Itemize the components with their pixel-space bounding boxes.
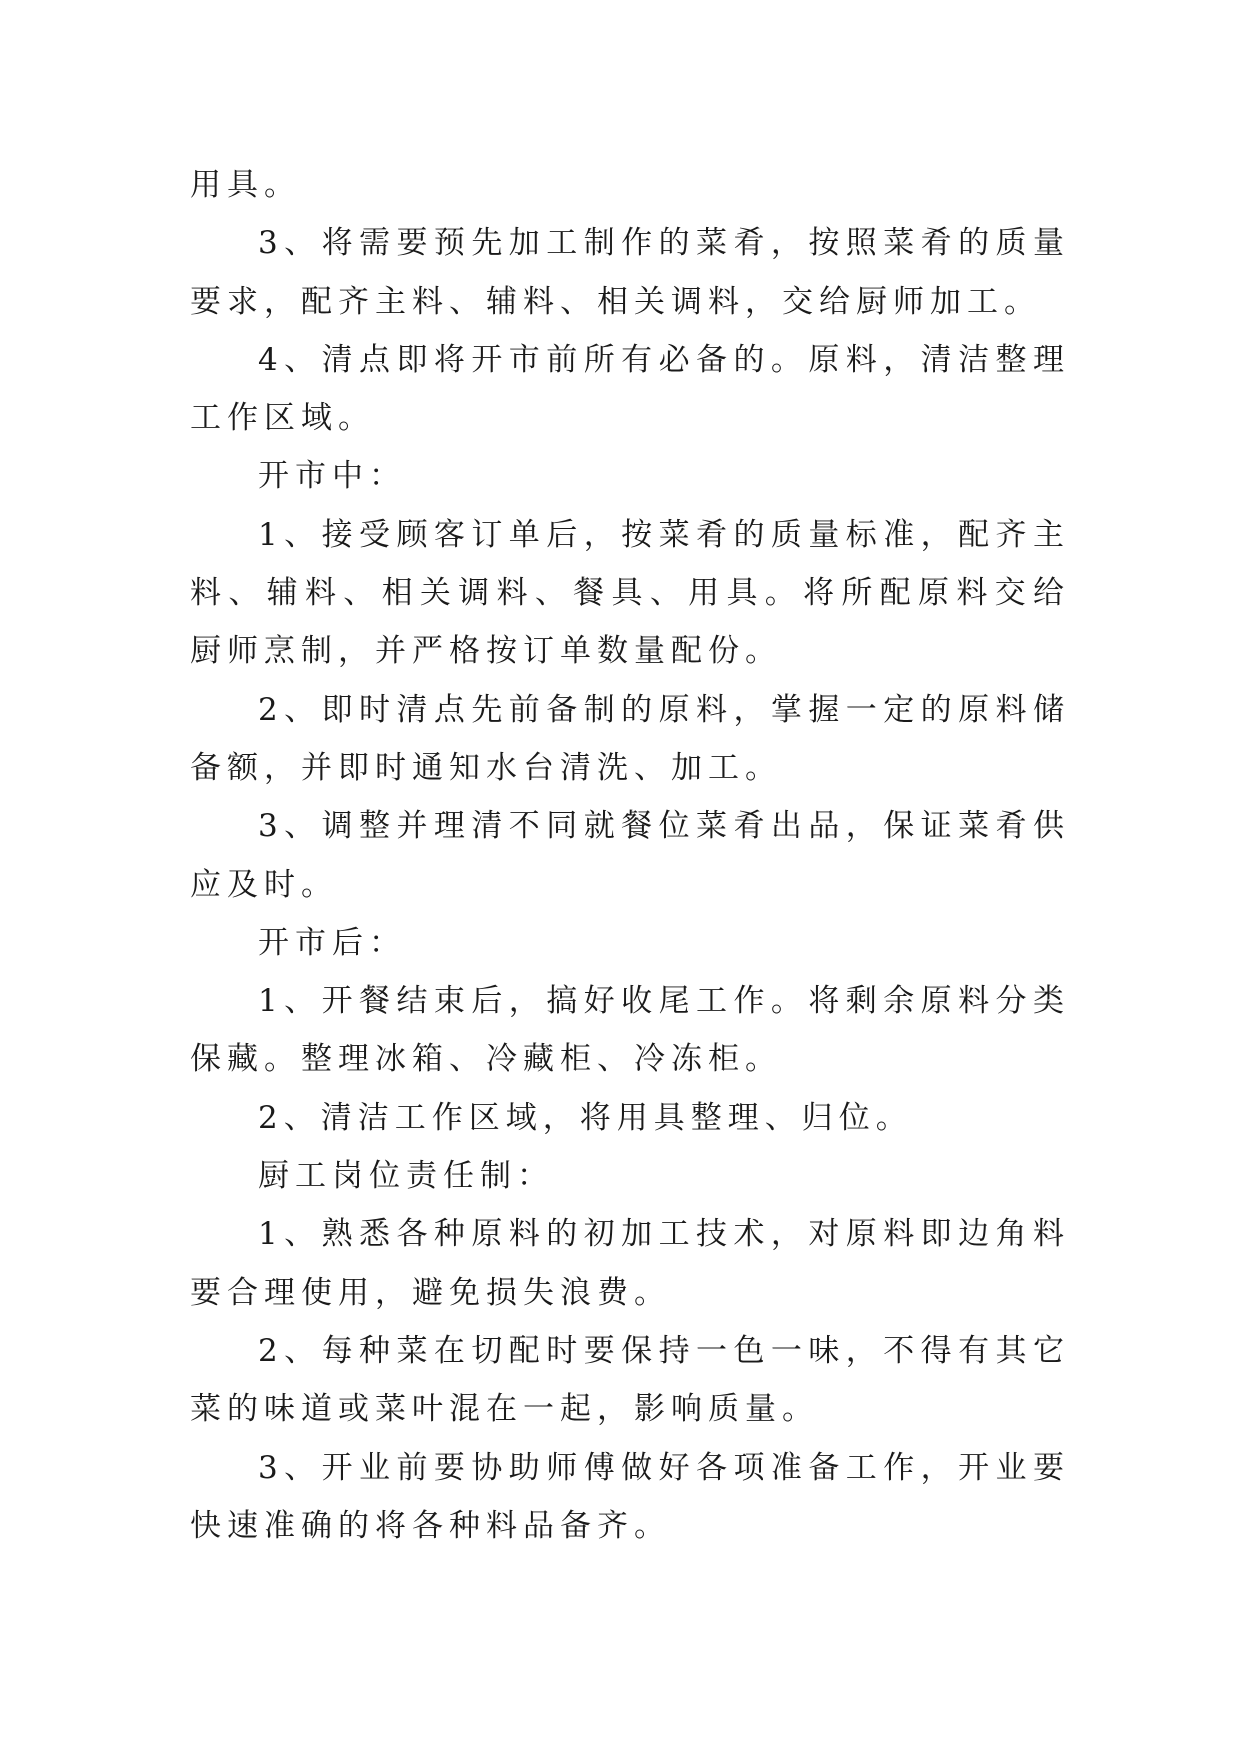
paragraph-during-item-3: 3、调整并理清不同就餐位菜肴出品，保证菜肴供应及时。 (190, 808, 1070, 903)
heading-during-service: 开市中： (258, 458, 406, 495)
paragraph-worker-item-2: 2、每种菜在切配时要保持一色一味，不得有其它菜的味道或菜叶混在一起，影响质量。 (190, 1332, 1070, 1428)
document-body (190, 156, 1070, 1555)
paragraph-after-item-1: 1、开餐结束后，搞好收尾工作。将剩余原料分类保藏。整理冰箱、冷藏柜、冷冻柜。 (190, 983, 1070, 1078)
heading-after-service: 开市后： (258, 924, 406, 961)
paragraph-continuation: 用具。 (190, 167, 301, 203)
paragraph-during-item-1: 1、接受顾客订单后，按菜肴的质量标准，配齐主料、辅料、相关调料、餐具、用具。将所配原料交给厨师烹制，并严格按订单数量配份。 (190, 516, 1070, 670)
paragraph-prep-item-4: 4、清点即将开市前所有必备的。原料，清洁整理工作区域。 (190, 341, 1070, 437)
paragraph-worker-item-1: 1、熟悉各种原料的初加工技术，对原料即边角料要合理使用，避免损失浪费。 (190, 1216, 1070, 1311)
paragraph-prep-item-3: 3、将需要预先加工制作的菜肴，按照菜肴的质量要求，配齐主料、辅料、相关调料，交给厨师加工。 (190, 225, 1070, 320)
paragraph-after-item-2: 2、清洁工作区域，将用具整理、归位。 (258, 1099, 913, 1136)
paragraph-worker-item-3: 3、开业前要协助师傅做好各项准备工作，开业要快速准确的将各种料品备齐。 (190, 1449, 1070, 1544)
paragraph-during-item-2: 2、即时清点先前备制的原料，掌握一定的原料储备额，并即时通知水台清洗、加工。 (190, 691, 1070, 786)
heading-kitchen-worker-duties: 厨工岗位责任制： (258, 1158, 554, 1195)
